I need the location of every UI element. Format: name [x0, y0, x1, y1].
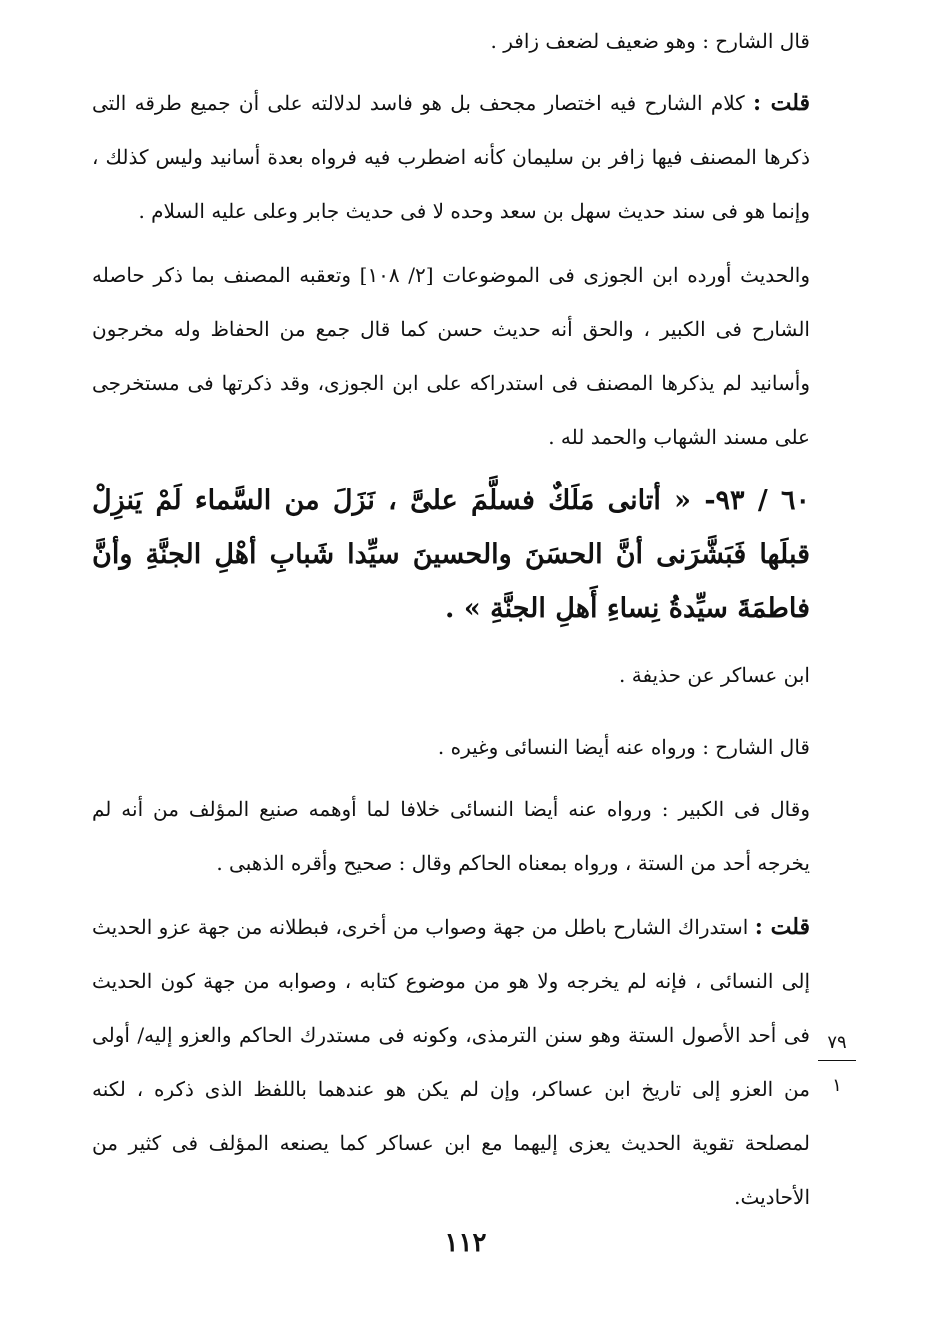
paragraph-lead: قلت : [754, 914, 811, 940]
paragraph [92, 782, 810, 890]
paragraph [92, 76, 810, 238]
paragraph-text: استدراك الشارح باطل من جهة وصواب من أخرى، فبطلانه من جهة عزو الحديث إلى النسائى ، فإنه لم يخرجه ولا هو من موضوع كتابه ، وصوابه من جهة كون الحديث فى أحد الأصول الستة وهو سنن الترمذى، وكونه فى مستدرك الحاكم والعزو إليه/ أولى من العزو إلى تاريخ ابن عساكر، وإن لم يكن هو عندهما باللفظ الذى ذكره ، لكنه لمصلحة تقوية الحديث يعزى إليهما مع ابن عساكر كما يصنعه المؤلف فى كثير من الأحاديث. [92, 915, 810, 1209]
paragraph-text: وقال فى الكبير : ورواه عنه أيضا النسائى خلافا لما أوهمه صنيع المؤلف من أنه لم يخرجه أحد من الستة ، ورواه بمعناه الحاكم وقال : صحيح وأقره الذهبى . [92, 797, 810, 875]
paragraph-text: كلام الشارح فيه اختصار مجحف بل هو فاسد لدلالته على أن جميع طرقه التى ذكرها المصنف فيها زافر بن سليمان كأنه اضطرب فيه فرواه بعدة أسانيد وليس كذلك ، وإنما هو فى سند حديث سهل بن سعد وحده لا فى حديث جابر وعلى عليه السلام . [92, 91, 810, 223]
paragraph-text: قال الشارح : ورواه عنه أيضا النسائى وغيره . [437, 735, 810, 759]
paragraph-text: والحديث أورده ابن الجوزى فى الموضوعات [٢/ ١٠٨] وتعقبه المصنف بما ذكر حاصله الشارح فى الكبير ، والحق أنه حديث حسن كما قال جمع من الحفاظ وله مخرجون وأسانيد لم يذكرها المصنف فى استدراكه على ابن الجوزى، وقد ذكرتها فى مستخرجى على مسند الشهاب والحمد لله . [92, 263, 811, 449]
margin-reference-bottom: ١ [832, 1075, 842, 1096]
paragraph [92, 248, 810, 464]
paragraph-text: قال الشارح : وهو ضعيف لضعف زافر . [490, 29, 810, 53]
paragraph [92, 900, 810, 1224]
main-text [92, 14, 810, 1234]
paragraph [92, 14, 810, 68]
margin-reference-top: ٧٩ [818, 1030, 856, 1061]
paragraph-lead: قلت : [752, 90, 810, 116]
hadith-source: ابن عساكر عن حذيفة . [619, 663, 810, 687]
page-number: ١١٢ [444, 1228, 487, 1258]
margin-reference [818, 1030, 856, 1099]
hadith-text: ٦٠ / ٩٣- « أتانى مَلَكٌ فسلَّمَ علىَّ ، نَزَلَ من السَّماء لَمْ يَنزِلْ قبلَها فَبَشَّرَنى أنَّ الحسَنَ والحسينَ سيِّدا شَبابِ أهْلِ الجنَّةِ وأنَّ فاطمَةَ سيِّدةُ نِساءِ أَهلِ الجنَّةِ » . [92, 485, 810, 624]
paragraph [92, 720, 810, 774]
